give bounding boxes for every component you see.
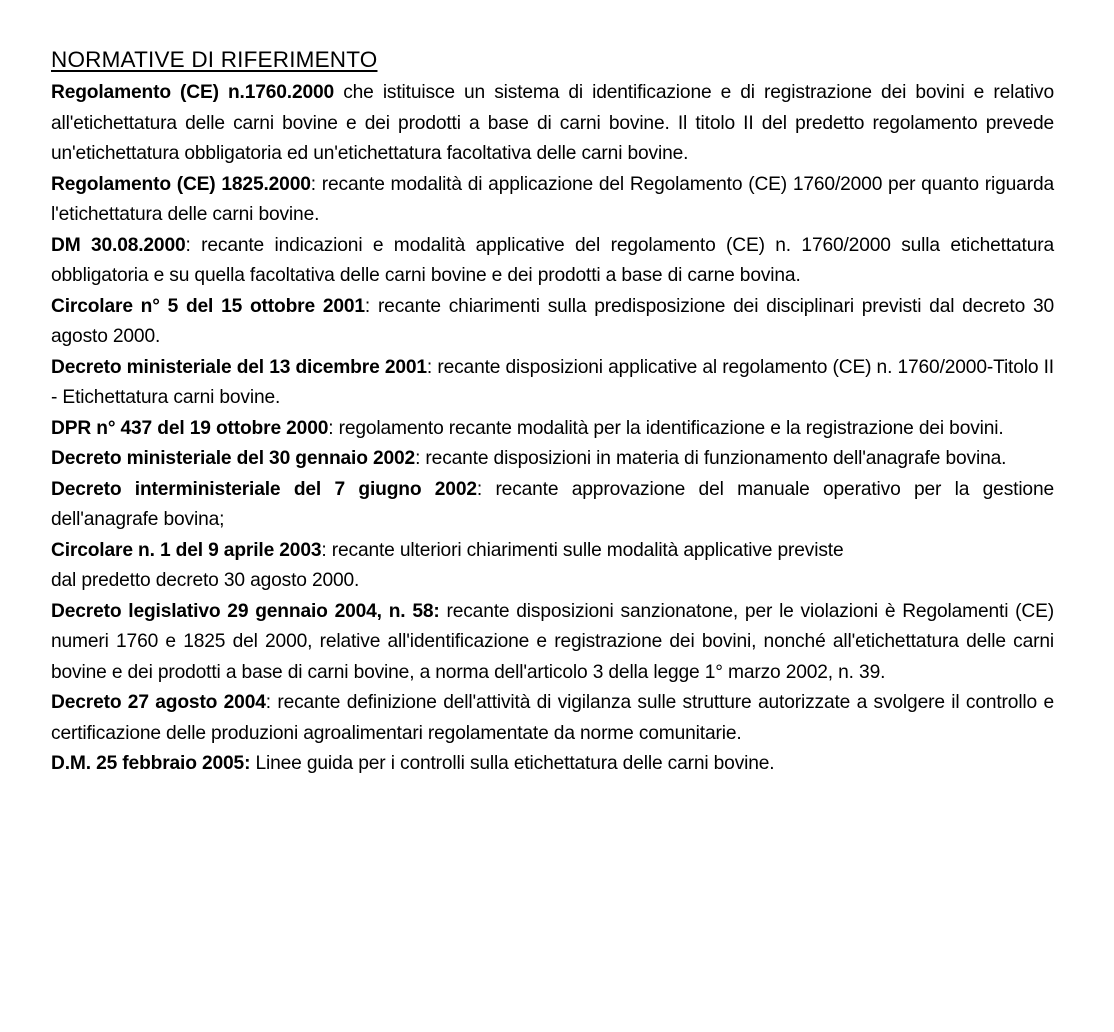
regulation-description: recante disposizioni applicative al regolamento (CE) n. 1760/2000-Titolo II - Etichettatura carni bovine. [51,356,1054,408]
regulation-description-continued: dal predetto decreto 30 agosto 2000. [51,570,360,591]
regulation-description: regolamento recante modalità per la identificazione e la registrazione dei bovini. [333,417,1004,439]
regulation-description: recante chiarimenti sulla predisposizione dei disciplinari previsti dal decreto 30 agosto 2000. [51,295,1055,347]
regulation-entry [51,749,1054,780]
regulation-entry [51,231,1054,292]
separator: : [321,539,327,561]
regulation-description: recante ulteriori chiarimenti sulle modalità applicative previste [326,539,844,561]
regulation-reference: Decreto ministeriale del 13 dicembre 2001 [51,356,427,378]
regulation-reference: Decreto interministeriale del 7 giugno 2002 [51,478,477,500]
regulation-entry [51,414,1054,445]
regulation-entry [51,353,1054,414]
regulation-reference: DM 30.08.2000 [51,234,186,256]
regulation-entry [51,170,1054,231]
separator: : [415,448,421,469]
regulation-reference: Decreto 27 agosto 2004 [51,692,266,713]
regulation-reference: Regolamento (CE) 1825.2000 [51,173,311,195]
regulation-description: recante disposizioni in materia di funzionamento dell'anagrafe bovina. [420,448,1007,469]
regulation-entry [51,536,1054,597]
separator: : [476,478,483,500]
regulation-reference: Circolare n. 1 del 9 aprile 2003 [51,539,322,561]
regulation-reference: DPR n° 437 del 19 ottobre 2000 [51,417,329,439]
regulation-reference: Circolare n° 5 del 15 ottobre 2001 [51,295,365,317]
regulation-reference: Regolamento (CE) n.1760.2000 [51,82,335,103]
separator: : [426,356,433,378]
regulation-description: recante disposizioni sanzionatone, per le violazioni è Regolamenti (CE) numeri 1760 e 1825 del 2000, relative all'identificazione e registrazione dei bovini, nonché all'etichettatura delle carni bovine e dei prodotti a base di carni bovine, a norma dell'articolo 3 della legge 1° marzo 2002, n. 39. [51,600,1054,683]
regulation-reference: D.M. 25 febbraio 2005: [51,753,251,774]
regulation-description: recante indicazioni e modalità applicative del regolamento (CE) n. 1760/2000 sulla etichettatura obbligatoria e su quella facoltativa delle carni bovine e dei prodotti a base di carne bovina. [51,234,1054,286]
regulation-entry [51,444,1054,475]
regulation-description: recante approvazione del manuale operativo per la gestione dell'anagrafe bovina; [51,478,1054,530]
regulation-entry [51,78,1054,170]
separator: : [185,234,191,256]
document-title: NORMATIVE DI RIFERIMENTO [51,47,378,72]
regulation-reference: Decreto legislativo 29 gennaio 2004, n. 58: [51,600,440,622]
document-page [51,44,1054,780]
separator: : [364,295,371,317]
separator: : [310,173,316,195]
regulation-entry [51,292,1054,353]
regulation-reference: Decreto ministeriale del 30 gennaio 2002 [51,448,416,469]
regulation-description: Linee guida per i controlli sulla etichettatura delle carni bovine. [250,753,775,774]
regulation-entry [51,475,1054,536]
regulation-description: recante definizione dell'attività di vigilanza sulle strutture autorizzate a svolgere il controllo e certificazione delle produzioni agroalimentari regolamentate da norme comunitarie. [51,692,1054,744]
regulation-description: recante modalità di applicazione del Regolamento (CE) 1760/2000 per quanto riguarda l'etichettatura delle carni bovine. [51,173,1054,225]
separator: : [328,417,334,439]
separator: : [265,692,271,713]
regulation-entry [51,688,1054,749]
regulation-description: che istituisce un sistema di identificazione e di registrazione dei bovini e relativo all'etichettatura delle carni bovine e dei prodotti a base di carni bovine. Il titolo II del predetto regolamento prevede un'etichettatura obbligatoria ed un'etichettatura facoltativa delle carni bovine. [51,82,1054,164]
regulation-entry [51,597,1054,689]
